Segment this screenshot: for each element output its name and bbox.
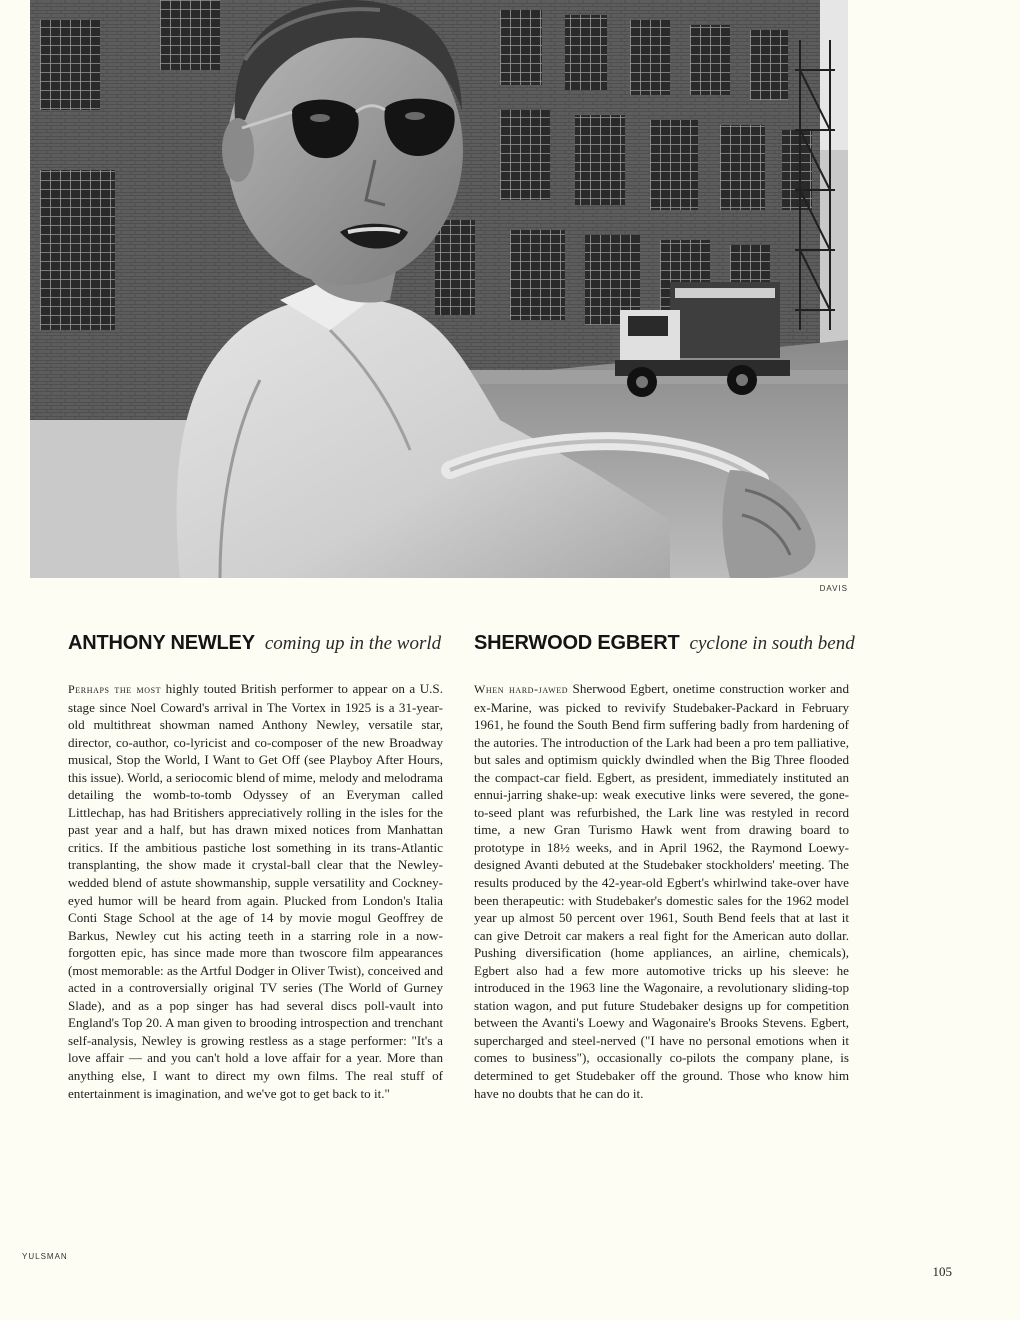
page-number: 105 (932, 1264, 952, 1279)
newley-headline (68, 628, 443, 660)
article-text: highly touted British performer to appear on a U.S. stage since Noel Coward's arrival in The Vortex in 1925 is a 31-year-old multithreat showman named Anthony Newley, versatile star, director, co-author, co-lyricist and co-composer of the new Broadway musical, Stop the World, I Want to Get Off (see Playboy After Hours, this issue). World, a seriocomic blend of mime, melody and melodrama detailing the womb-to-tomb Odyssey of an Everyman called Littlechap, has had Britishers appreciatively rolling in the isles for the past year and a half, but has drawn mixed notices from Manhattan critics. If the ambitious pastiche lost something in its trans-Atlantic transplanting, the show made it crystal-ball clear that the Newley-wedded blend of astute showmanship, supple versatility and Cockney-eyed humor will be heard from again. Plucked from London's Italia Conti Stage School at the age of 14 by movie mogul Geoffrey de Barkus, Newley cut his acting teeth in a starring role in a now-forgotten epic, has since made more than twoscore film appearances (most memorable: as the Artful Dodger in Oliver Twist), conceived and acted in a controversially original TV series (The World of Gurney Slade), and as a pop singer has had several discs poll-vault into England's Top 20. A man given to brooding introspection and trenchant self-analysis, Newley is growing restless as a stage performer: "It's a love affair — and you can't hold a love affair for a year. More than anything else, I want to direct my own films. The real stuff of entertainment is imagination, and we've got to get back to it." (68, 681, 443, 1101)
article-body (474, 680, 849, 1102)
article-body (68, 680, 443, 1102)
newley-article (68, 628, 443, 1102)
photo-credit: DAVIS (819, 584, 848, 593)
egbert-headline (474, 628, 855, 660)
article-name: ANTHONY NEWLEY (68, 632, 255, 654)
article-tagline: cyclone in south bend (689, 633, 855, 654)
article-lead-in: When hard-jawed (474, 682, 569, 696)
article-name: SHERWOOD EGBERT (474, 632, 680, 654)
egbert-article (474, 628, 855, 1102)
article-text: Sherwood Egbert, onetime construction worker and ex-Marine, was picked to revivify Studebaker-Packard in February 1961, he found the South Bend firm suffering badly from hardening of the autories. The introduction of the Lark had been a pro tem palliative, but sales and optimism quickly dwindled when the Big Three flooded the compact-car field. Egbert, as president, immediately instituted an ennui-jarring shake-up: weak executive links were severed, the gone-to-seed plant was refurbished, the Lark line was restyled in record time, a new Gran Turismo Hawk went from drawing board to prototype in 18½ weeks, and in April 1962, the Raymond Loewy-designed Avanti debuted at the Studebaker stockholders' meeting. The results produced by the 42-year-old Egbert's whirlwind take-over have been therapeutic: with Studebaker's domestic sales for the 1962 model year up almost 50 percent over 1961, South Bend feels that at last it can give Detroit car makers a real fight for the American auto dollar. Pushing diversification (home appliances, an airline, chemicals), Egbert also had a few more automotive tricks up his sleeve: he introduced in the 1963 line the Wagonaire, a revolutionary sliding-top station wagon, and put future Studebaker designs up for competition between the Avanti's Loewy and Wagonaire's Brooks Stevens. Egbert, supercharged and steel-nerved ("I have no personal emotions when it comes to business"), occasionally co-pilots the company plane, is determined to get Studebaker off the ground. Those who know him have no doubts that he can do it. (474, 681, 849, 1101)
article-lead-in: Perhaps the most (68, 682, 162, 696)
newley-photograph (30, 0, 848, 578)
photographer-credit: YULSMAN (22, 1252, 68, 1261)
article-tagline: coming up in the world (264, 633, 442, 654)
